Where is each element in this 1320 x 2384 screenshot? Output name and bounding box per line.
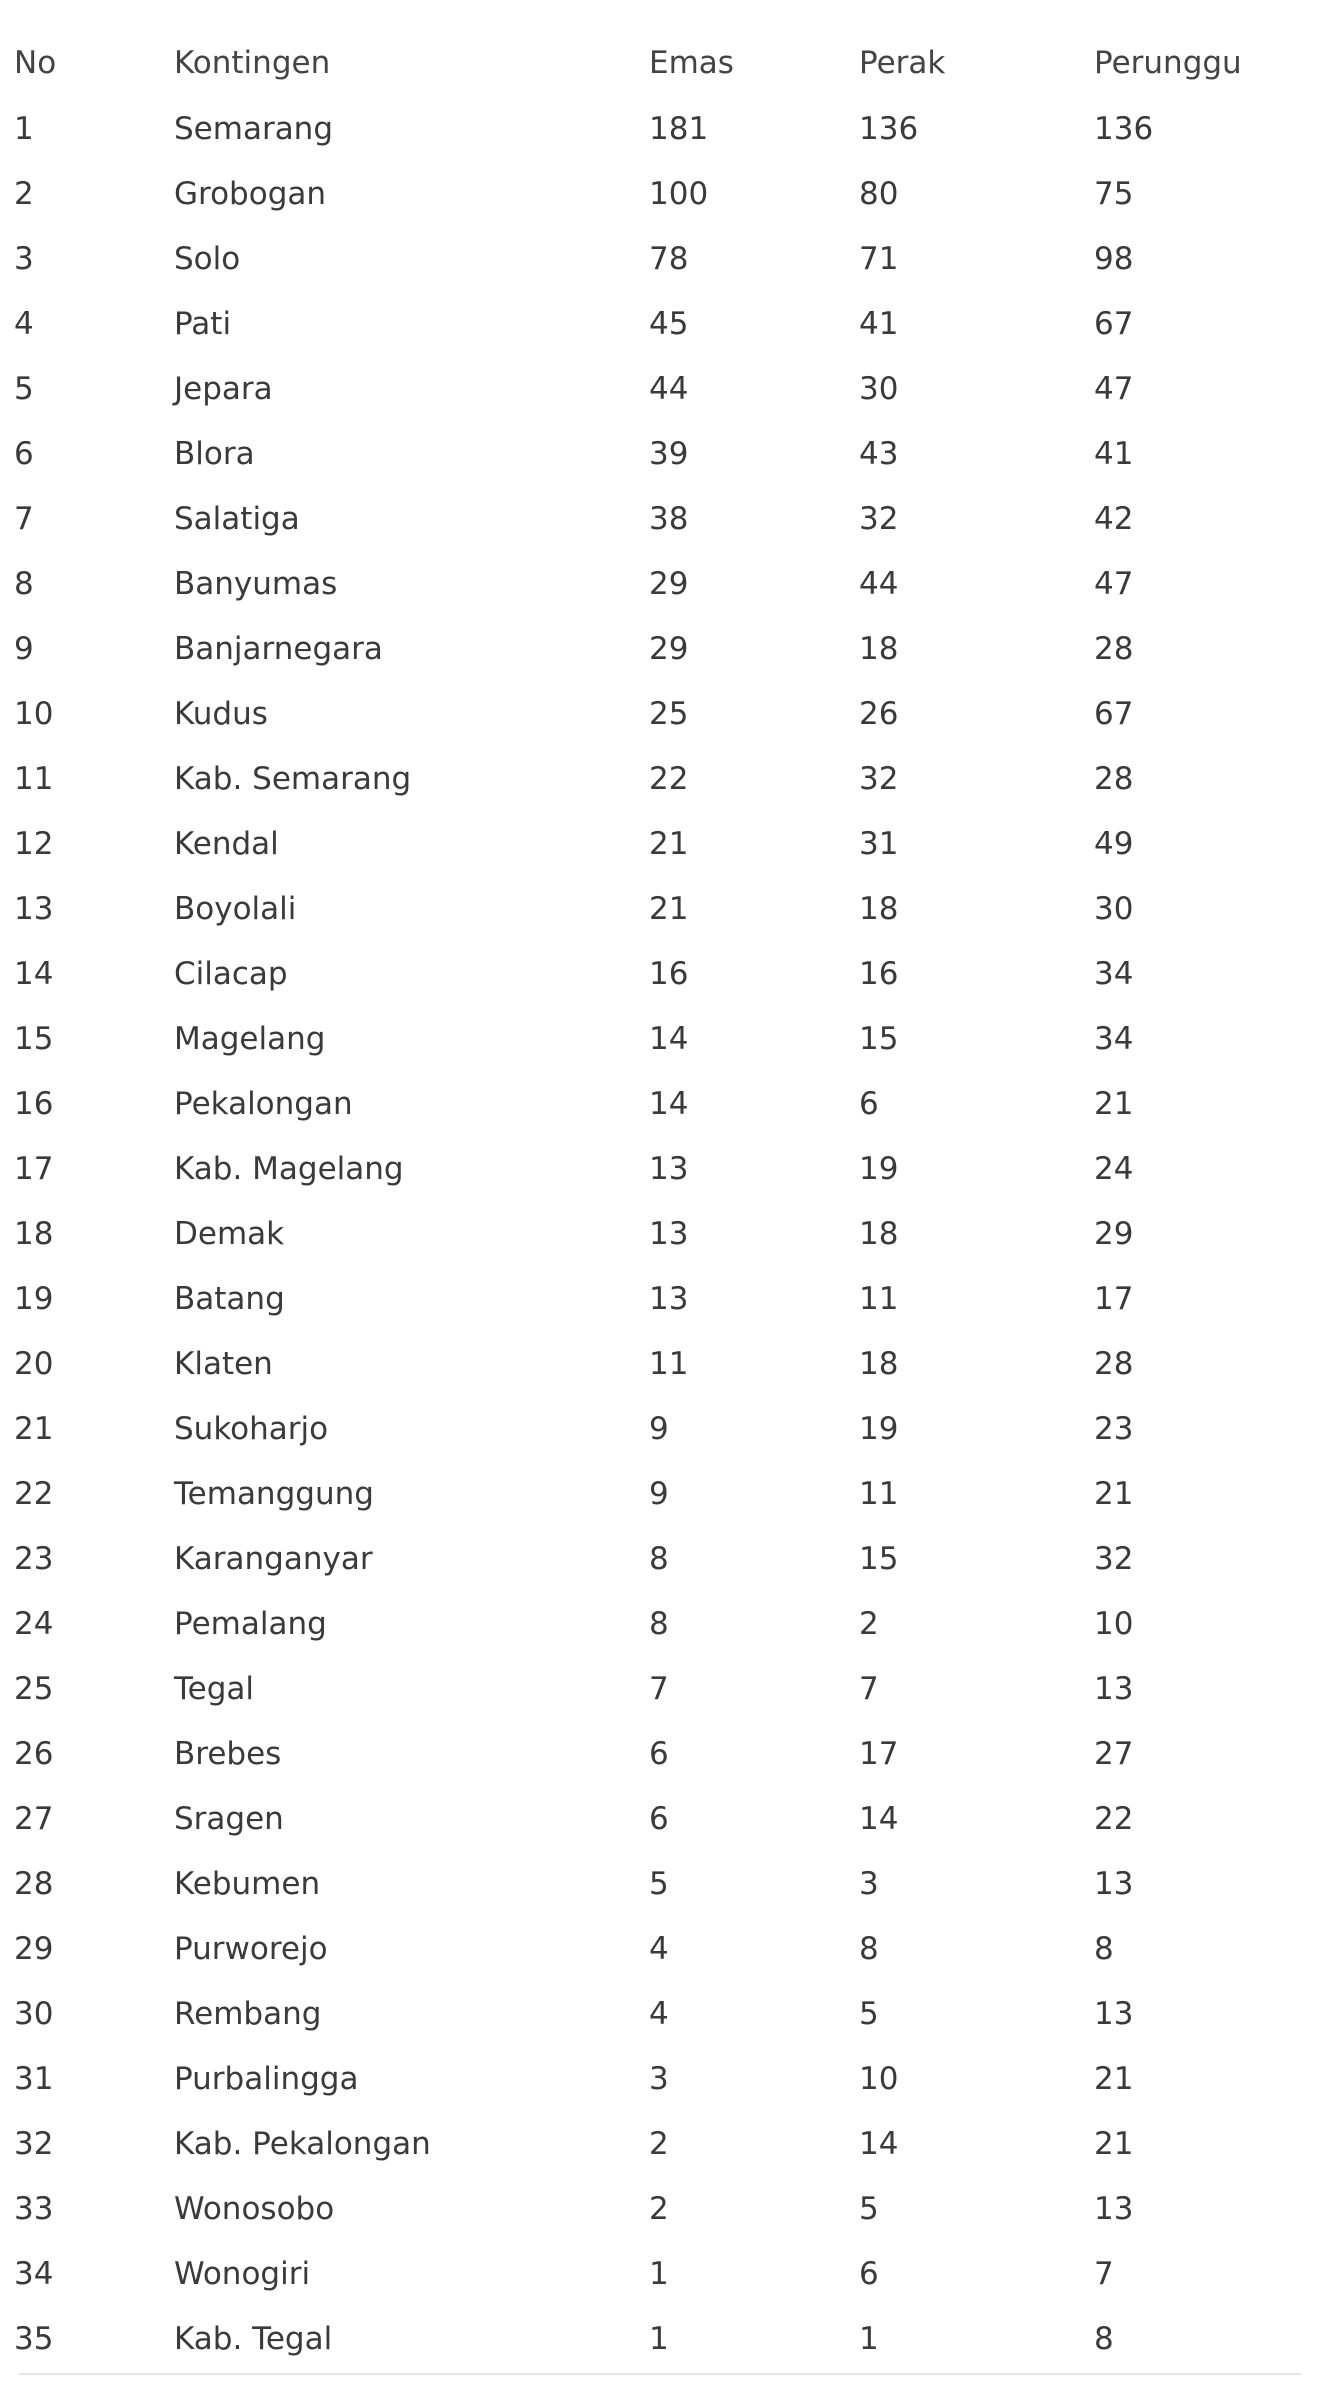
table-row [0,1006,1320,1071]
cell-no: 14 [14,955,54,992]
cell-kontingen: Salatiga [174,500,300,537]
cell-no: 8 [14,565,34,602]
cell-perak: 1 [859,2320,879,2357]
cell-emas: 38 [649,500,689,537]
cell-perunggu: 136 [1094,110,1154,147]
cell-perunggu: 21 [1094,1085,1134,1122]
cell-emas: 9 [649,1410,669,1447]
cell-emas: 1 [649,2255,669,2292]
cell-emas: 13 [649,1150,689,1187]
table-header [0,30,1320,96]
cell-perunggu: 28 [1094,760,1134,797]
cell-perak: 8 [859,1930,879,1967]
cell-no: 10 [14,695,54,732]
header-emas: Emas [649,45,734,81]
cell-emas: 4 [649,1995,669,2032]
table-row [0,226,1320,291]
cell-perunggu: 7 [1094,2255,1114,2292]
table-row [0,421,1320,486]
cell-no: 34 [14,2255,54,2292]
cell-emas: 100 [649,175,709,212]
cell-perunggu: 17 [1094,1280,1134,1317]
cell-emas: 78 [649,240,689,277]
table-row [0,486,1320,551]
cell-perunggu: 21 [1094,2125,1134,2162]
cell-perak: 2 [859,1605,879,1642]
cell-emas: 14 [649,1020,689,1057]
cell-perak: 17 [859,1735,899,1772]
cell-emas: 6 [649,1735,669,1772]
cell-kontingen: Pemalang [174,1605,327,1642]
cell-perunggu: 47 [1094,565,1134,602]
cell-perunggu: 47 [1094,370,1134,407]
cell-kontingen: Wonosobo [174,2190,335,2227]
cell-kontingen: Kab. Pekalongan [174,2125,431,2162]
cell-perunggu: 41 [1094,435,1134,472]
cell-no: 28 [14,1865,54,1902]
cell-perak: 14 [859,1800,899,1837]
cell-perunggu: 24 [1094,1150,1134,1187]
cell-kontingen: Blora [174,435,255,472]
cell-kontingen: Solo [174,240,241,277]
cell-kontingen: Kendal [174,825,279,862]
cell-emas: 181 [649,110,709,147]
table-row [0,1461,1320,1526]
cell-perunggu: 21 [1094,2060,1134,2097]
cell-perak: 26 [859,695,899,732]
table-row [0,1981,1320,2046]
cell-no: 16 [14,1085,54,1122]
cell-emas: 1 [649,2320,669,2357]
cell-no: 3 [14,240,34,277]
cell-kontingen: Tegal [174,1670,255,1707]
cell-perak: 136 [859,110,919,147]
cell-kontingen: Purworejo [174,1930,328,1967]
cell-no: 30 [14,1995,54,2032]
medal-standings-table [0,30,1320,2371]
cell-perak: 11 [859,1280,899,1317]
table-row [0,551,1320,616]
cell-kontingen: Karanganyar [174,1540,373,1577]
cell-kontingen: Kab. Tegal [174,2320,333,2357]
header-kontingen: Kontingen [174,45,331,81]
cell-kontingen: Sragen [174,1800,284,1837]
cell-perak: 15 [859,1540,899,1577]
cell-emas: 8 [649,1540,669,1577]
table-row [0,2176,1320,2241]
table-row [0,1136,1320,1201]
cell-perak: 19 [859,1410,899,1447]
cell-emas: 16 [649,955,689,992]
table-row [0,811,1320,876]
cell-kontingen: Banyumas [174,565,338,602]
cell-emas: 2 [649,2125,669,2162]
cell-kontingen: Kudus [174,695,268,732]
cell-kontingen: Batang [174,1280,285,1317]
cell-emas: 39 [649,435,689,472]
cell-perak: 71 [859,240,899,277]
cell-perunggu: 34 [1094,955,1134,992]
cell-perak: 15 [859,1020,899,1057]
cell-no: 6 [14,435,34,472]
cell-perak: 43 [859,435,899,472]
header-no: No [14,45,57,81]
cell-perunggu: 98 [1094,240,1134,277]
cell-emas: 25 [649,695,689,732]
cell-no: 23 [14,1540,54,1577]
table-row [0,1916,1320,1981]
cell-perunggu: 42 [1094,500,1134,537]
cell-perak: 5 [859,2190,879,2227]
table-row [0,2241,1320,2306]
cell-emas: 22 [649,760,689,797]
cell-no: 4 [14,305,34,342]
cell-emas: 4 [649,1930,669,1967]
cell-kontingen: Temanggung [174,1475,374,1512]
cell-perak: 6 [859,1085,879,1122]
header-perunggu: Perunggu [1094,45,1242,81]
cell-perak: 18 [859,1345,899,1382]
cell-no: 26 [14,1735,54,1772]
cell-no: 35 [14,2320,54,2357]
cell-perak: 18 [859,890,899,927]
cell-perak: 80 [859,175,899,212]
cell-emas: 6 [649,1800,669,1837]
cell-perak: 41 [859,305,899,342]
cell-perunggu: 10 [1094,1605,1134,1642]
table-row [0,1851,1320,1916]
table-row [0,876,1320,941]
cell-kontingen: Purbalingga [174,2060,359,2097]
cell-perak: 7 [859,1670,879,1707]
table-row [0,1786,1320,1851]
cell-perak: 18 [859,630,899,667]
cell-perunggu: 67 [1094,305,1134,342]
cell-perak: 3 [859,1865,879,1902]
cell-kontingen: Rembang [174,1995,322,2032]
cell-perak: 5 [859,1995,879,2032]
cell-perunggu: 8 [1094,1930,1114,1967]
cell-emas: 14 [649,1085,689,1122]
cell-no: 11 [14,760,54,797]
cell-perak: 19 [859,1150,899,1187]
cell-perunggu: 29 [1094,1215,1134,1252]
cell-emas: 5 [649,1865,669,1902]
table-row [0,2306,1320,2371]
cell-perunggu: 67 [1094,695,1134,732]
cell-kontingen: Wonogiri [174,2255,311,2292]
cell-perunggu: 34 [1094,1020,1134,1057]
cell-emas: 44 [649,370,689,407]
cell-perunggu: 30 [1094,890,1134,927]
table-row [0,2046,1320,2111]
cell-no: 1 [14,110,34,147]
cell-emas: 13 [649,1280,689,1317]
table-row [0,1071,1320,1136]
cell-perak: 16 [859,955,899,992]
cell-kontingen: Grobogan [174,175,327,212]
cell-kontingen: Klaten [174,1345,273,1382]
cell-no: 19 [14,1280,54,1317]
cell-emas: 13 [649,1215,689,1252]
table-row [0,941,1320,1006]
cell-no: 27 [14,1800,54,1837]
cell-no: 33 [14,2190,54,2227]
table-body [0,96,1320,2371]
cell-perak: 30 [859,370,899,407]
header-perak: Perak [859,45,946,81]
cell-no: 18 [14,1215,54,1252]
table-row [0,1591,1320,1656]
cell-emas: 29 [649,565,689,602]
cell-no: 9 [14,630,34,667]
cell-kontingen: Magelang [174,1020,326,1057]
cell-kontingen: Jepara [174,370,273,407]
cell-perunggu: 28 [1094,630,1134,667]
table-row [0,291,1320,356]
cell-no: 17 [14,1150,54,1187]
cell-perak: 32 [859,500,899,537]
cell-kontingen: Brebes [174,1735,282,1772]
cell-perunggu: 28 [1094,1345,1134,1382]
cell-kontingen: Kab. Semarang [174,760,412,797]
cell-emas: 9 [649,1475,669,1512]
cell-emas: 21 [649,890,689,927]
cell-emas: 2 [649,2190,669,2227]
cell-no: 32 [14,2125,54,2162]
table-row [0,1266,1320,1331]
table-row [0,161,1320,226]
table-row [0,96,1320,161]
cell-perunggu: 23 [1094,1410,1134,1447]
cell-perak: 18 [859,1215,899,1252]
cell-perunggu: 22 [1094,1800,1134,1837]
table-row [0,1721,1320,1786]
cell-emas: 3 [649,2060,669,2097]
cell-emas: 8 [649,1605,669,1642]
cell-kontingen: Pekalongan [174,1085,353,1122]
cell-perunggu: 32 [1094,1540,1134,1577]
cell-no: 12 [14,825,54,862]
cell-perunggu: 75 [1094,175,1134,212]
table-row [0,1656,1320,1721]
cell-kontingen: Pati [174,305,232,342]
cell-no: 20 [14,1345,54,1382]
cell-no: 21 [14,1410,54,1447]
cell-no: 2 [14,175,34,212]
cell-no: 5 [14,370,34,407]
cell-kontingen: Sukoharjo [174,1410,329,1447]
cell-perunggu: 27 [1094,1735,1134,1772]
cell-no: 31 [14,2060,54,2097]
cell-perak: 44 [859,565,899,602]
table-row [0,1526,1320,1591]
cell-emas: 29 [649,630,689,667]
table-row [0,746,1320,811]
cell-kontingen: Cilacap [174,955,288,992]
table-row [0,1331,1320,1396]
table-bottom-border [18,2373,1302,2375]
cell-kontingen: Banjarnegara [174,630,383,667]
cell-no: 22 [14,1475,54,1512]
cell-perunggu: 13 [1094,1865,1134,1902]
cell-no: 25 [14,1670,54,1707]
cell-perak: 10 [859,2060,899,2097]
cell-no: 24 [14,1605,54,1642]
cell-perunggu: 21 [1094,1475,1134,1512]
cell-kontingen: Semarang [174,110,334,147]
cell-kontingen: Demak [174,1215,285,1252]
cell-perunggu: 13 [1094,1670,1134,1707]
table-row [0,356,1320,421]
header-row [0,30,1320,96]
cell-perak: 14 [859,2125,899,2162]
cell-no: 15 [14,1020,54,1057]
cell-emas: 45 [649,305,689,342]
cell-perak: 6 [859,2255,879,2292]
cell-no: 29 [14,1930,54,1967]
cell-perunggu: 8 [1094,2320,1114,2357]
cell-no: 7 [14,500,34,537]
cell-emas: 21 [649,825,689,862]
table-row [0,681,1320,746]
cell-kontingen: Boyolali [174,890,297,927]
table-row [0,1201,1320,1266]
cell-kontingen: Kebumen [174,1865,321,1902]
table-row [0,616,1320,681]
cell-perak: 11 [859,1475,899,1512]
cell-perak: 31 [859,825,899,862]
cell-emas: 11 [649,1345,689,1382]
cell-perunggu: 13 [1094,1995,1134,2032]
cell-no: 13 [14,890,54,927]
table-row [0,2111,1320,2176]
cell-perak: 32 [859,760,899,797]
cell-perunggu: 49 [1094,825,1134,862]
cell-kontingen: Kab. Magelang [174,1150,404,1187]
cell-perunggu: 13 [1094,2190,1134,2227]
cell-emas: 7 [649,1670,669,1707]
table-row [0,1396,1320,1461]
